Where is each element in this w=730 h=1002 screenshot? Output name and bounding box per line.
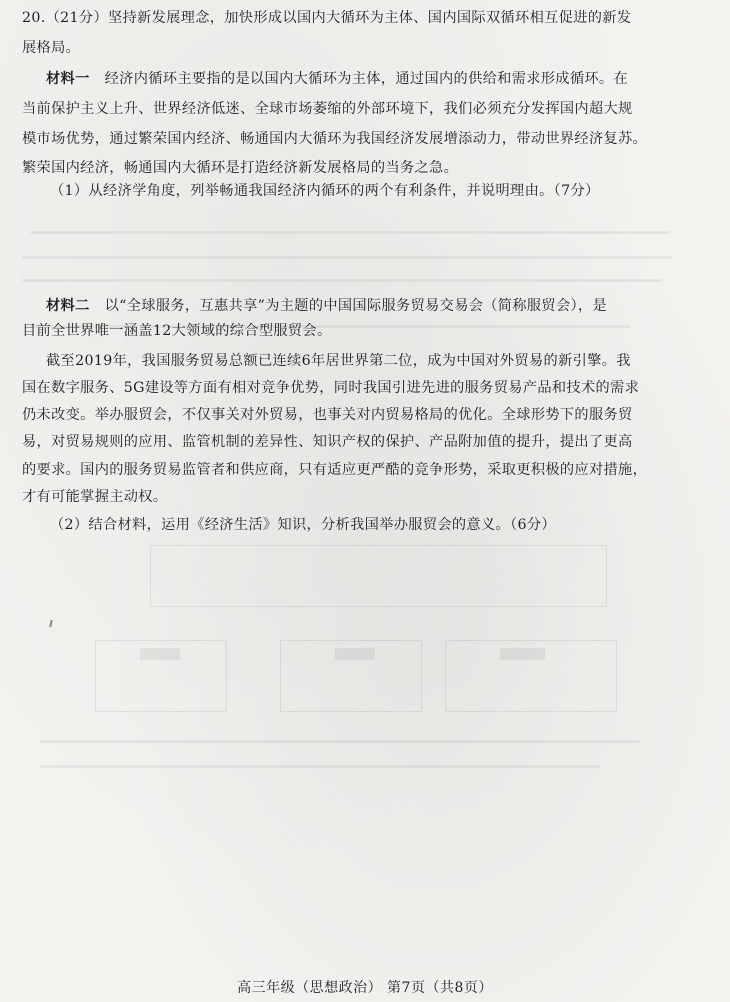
material-2-para-2-line-4: 易，对贸易规则的应用、监管机制的差异性、知识产权的保护、产品附加值的提升，提出了更高 [22,434,633,450]
page-footer: 高三年级（思想政治） 第7页（共8页） [237,980,493,996]
material-2-para-2-line-5: 的要求。国内的服务贸易监管者和供应商，只有适应更严酷的竞争形势，采取更积极的应对措施， [22,462,648,478]
material-1-line-2: 当前保护主义上升、世界经济低迷、全球市场萎缩的外部环境下，我们必须充分发挥国内超大规 [22,101,633,117]
material-2-text: 以“全球服务，互惠共享”为主题的中国国际服务贸易交易会（简称服贸会），是 [104,298,608,314]
material-2-para-2-line-2: 国在数字服务、5G建设等方面有相对竞争优势，同时我国引进先进的服务贸易产品和技术的需求 [22,380,640,396]
material-2-para-2-line-3: 仍未改变。举办服贸会，不仅事关对外贸易，也事关对内贸易格局的优化。全球形势下的服务贸 [22,407,633,423]
material-1-line-3: 模市场优势，通过繁荣国内经济、畅通国内大循环为我国经济发展增添动力，带动世界经济复苏。 [22,131,648,147]
material-2-para-2-line-1: 截至2019年，我国服务贸易总额已连续6年居世界第二位，成为中国对外贸易的新引擎。我 [46,353,631,369]
material-1-line-1 [46,69,628,89]
material-1-line-4: 繁荣国内经济，畅通国内大循环是打造经济新发展格局的当务之急。 [22,160,459,176]
material-2-line-1 [46,296,607,316]
question-header-line-1: 20.（21分）坚持新发展理念，加快形成以国内大循环为主体、国内国际双循环相互促进的新发 [22,10,632,26]
material-2-label: 材料二 [46,298,90,314]
sub-question-2: （2）结合材料，运用《经济生活》知识，分析我国举办服贸会的意义。（6分） [50,517,556,533]
question-header-line-2: 展格局。 [22,40,81,56]
material-1-label: 材料一 [46,71,90,87]
sub-question-1: （1）从经济学角度，列举畅通我国经济内循环的两个有利条件，并说明理由。（7分） [50,183,600,199]
material-2-line-2: 目前全世界唯一涵盖12大领域的综合型服贸会。 [22,323,332,339]
material-2-para-2-line-6: 才有可能掌握主动权。 [22,489,168,505]
material-1-text: 经济内循环主要指的是以国内大循环为主体，通过国内的供给和需求形成循环。在 [104,71,628,87]
